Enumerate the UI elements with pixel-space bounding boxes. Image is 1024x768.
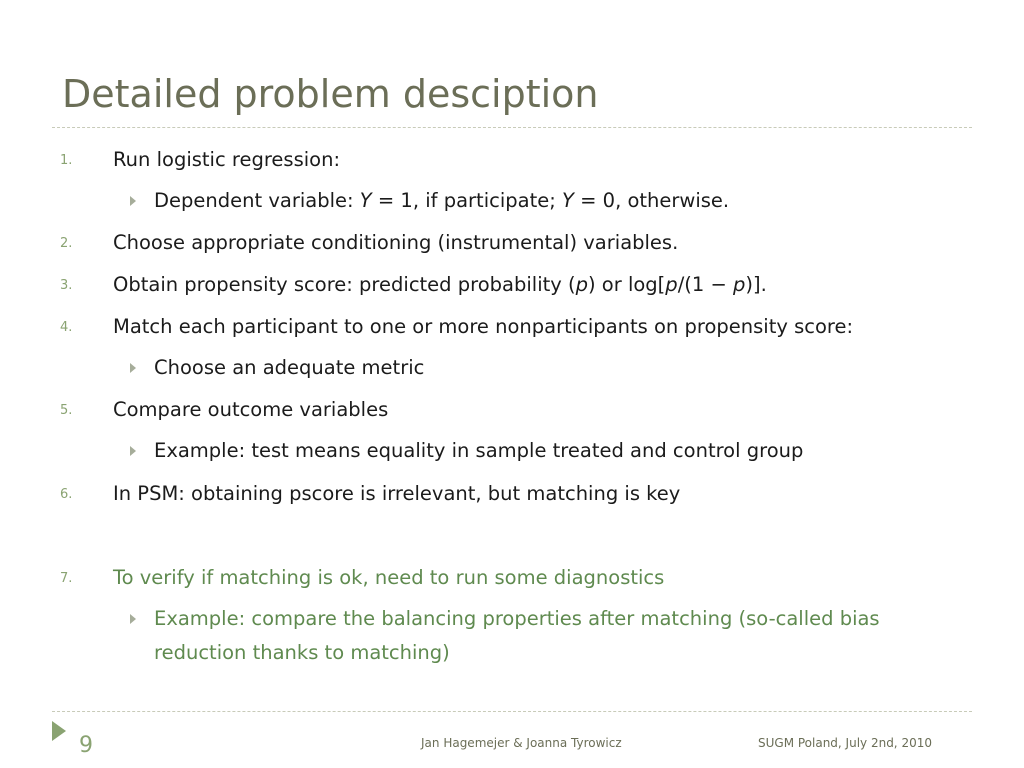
sub-item-text: Example: test means equality in sample treated and control group bbox=[154, 439, 804, 462]
sub-item-text: Example: compare the balancing properties after matching (so-called bias bbox=[154, 607, 880, 630]
item-number: 6. bbox=[60, 487, 73, 502]
footer-authors: Jan Hagemejer & Joanna Tyrowicz bbox=[421, 736, 622, 750]
title-divider bbox=[52, 127, 972, 128]
item-number: 4. bbox=[60, 320, 73, 335]
footer-divider bbox=[52, 711, 972, 712]
item-number: 1. bbox=[60, 153, 73, 168]
item-text: Choose appropriate conditioning (instrumental) variables. bbox=[113, 231, 679, 254]
item-text: Run logistic regression: bbox=[113, 148, 341, 171]
item-text: Match each participant to one or more nonparticipants on propensity score: bbox=[113, 315, 854, 338]
item-text: Obtain propensity score: predicted probability (p) or log[p/(1 − p)]. bbox=[113, 273, 767, 296]
bullet-arrow-icon bbox=[130, 446, 136, 456]
item-text: In PSM: obtaining pscore is irrelevant, but matching is key bbox=[113, 482, 681, 505]
sub-item-text: reduction thanks to matching) bbox=[154, 641, 450, 664]
item-number: 7. bbox=[60, 571, 73, 586]
bullet-arrow-icon bbox=[130, 196, 136, 206]
sub-item-text: Dependent variable: Y = 1, if participate; Y = 0, otherwise. bbox=[154, 189, 730, 212]
page-number: 9 bbox=[79, 733, 93, 758]
item-text: Compare outcome variables bbox=[113, 398, 389, 421]
footer-triangle-icon bbox=[52, 721, 66, 741]
bullet-arrow-icon bbox=[130, 363, 136, 373]
footer-event: SUGM Poland, July 2nd, 2010 bbox=[758, 736, 932, 750]
item-number: 5. bbox=[60, 403, 73, 418]
sub-item-text: Choose an adequate metric bbox=[154, 356, 425, 379]
bullet-arrow-icon bbox=[130, 614, 136, 624]
slide-title: Detailed problem desciption bbox=[62, 72, 599, 116]
item-number: 2. bbox=[60, 236, 73, 251]
item-text: To verify if matching is ok, need to run some diagnostics bbox=[113, 566, 665, 589]
item-number: 3. bbox=[60, 278, 73, 293]
